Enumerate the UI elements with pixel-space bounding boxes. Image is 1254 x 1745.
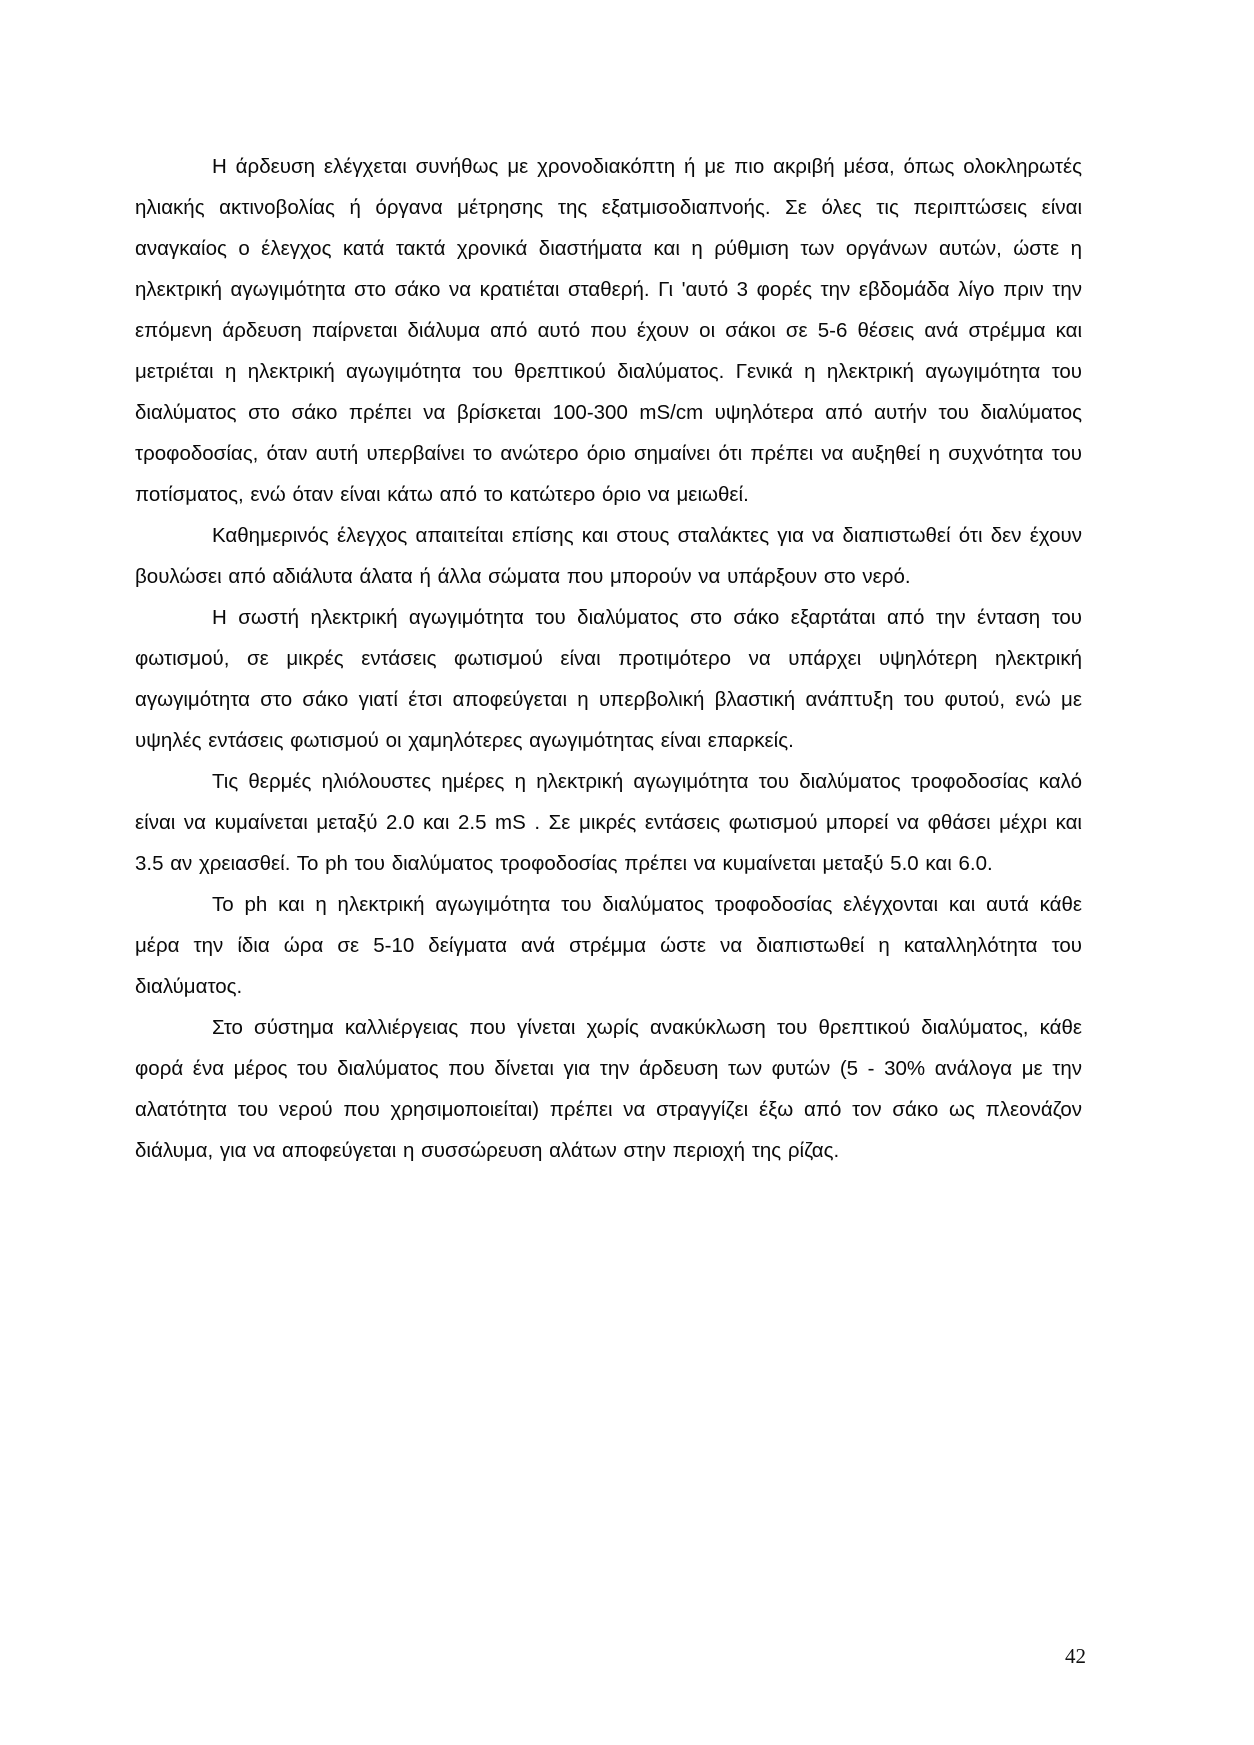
page-number: 42 xyxy=(1065,1644,1086,1668)
paragraph-no-recirculation: Στο σύστημα καλλιέργειας που γίνεται χωρίς ανακύκλωση του θρεπτικού διαλύματος, κάθε φορά ένα μέρος του διαλύματος που δίνεται για την άρδευση των φυτών (5 - 30% ανάλογα με την αλατότητα του νερού που χρησιμοποιείται) πρέπει να στραγγίζει έξω από τον σάκο ως πλεονάζον διάλυμα, για να αποφεύγεται η συσσώρευση αλάτων στην περιοχή της ρίζας. xyxy=(135,1016,1082,1162)
document-body xyxy=(135,146,1082,1171)
paragraph-sunny-days: Τις θερμές ηλιόλουστες ημέρες η ηλεκτρική αγωγιμότητα του διαλύματος τροφοδοσίας καλό είναι να κυμαίνεται μεταξύ 2.0 και 2.5 mS . Σε μικρές εντάσεις φωτισμού μπορεί να φθάσει μέχρι και 3.5 αν χρειασθεί. Το ph του διαλύματος τροφοδοσίας πρέπει να κυμαίνεται μεταξύ 5.0 και 6.0. xyxy=(135,770,1082,875)
paragraph-drippers-check: Καθημερινός έλεγχος απαιτείται επίσης και στους σταλάκτες για να διαπιστωθεί ότι δεν έχουν βουλώσει από αδιάλυτα άλατα ή άλλα σώματα που μπορούν να υπάρξουν στο νερό. xyxy=(135,524,1082,588)
paragraph-ph-check: Το ph και η ηλεκτρική αγωγιμότητα του διαλύματος τροφοδοσίας ελέγχονται και αυτά κάθε μέρα την ίδια ώρα σε 5-10 δείγματα ανά στρέμμα ώστε να διαπιστωθεί η καταλληλότητα του διαλύματος. xyxy=(135,893,1082,998)
paragraph-conductivity-light: Η σωστή ηλεκτρική αγωγιμότητα του διαλύματος στο σάκο εξαρτάται από την ένταση του φωτισμού, σε μικρές εντάσεις φωτισμού είναι προτιμότερο να υπάρχει υψηλότερη ηλεκτρική αγωγιμότητα στο σάκο γιατί έτσι αποφεύγεται η υπερβολική βλαστική ανάπτυξη του φυτού, ενώ με υψηλές εντάσεις φωτισμού οι χαμηλότερες αγωγιμότητας είναι επαρκείς. xyxy=(135,606,1082,752)
paragraph-irrigation-control: Η άρδευση ελέγχεται συνήθως με χρονοδιακόπτη ή με πιο ακριβή μέσα, όπως ολοκληρωτές ηλιακής ακτινοβολίας ή όργανα μέτρησης της εξατμισοδιαπνοής. Σε όλες τις περιπτώσεις είναι αναγκαίος ο έλεγχος κατά τακτά χρονικά διαστήματα και η ρύθμιση των οργάνων αυτών, ώστε η ηλεκτρική αγωγιμότητα στο σάκο να κρατιέται σταθερή. Γι 'αυτό 3 φορές την εβδομάδα λίγο πριν την επόμενη άρδευση παίρνεται διάλυμα από αυτό που έχουν οι σάκοι σε 5-6 θέσεις ανά στρέμμα και μετριέται η ηλεκτρική αγωγιμότητα του θρεπτικού διαλύματος. Γενικά η ηλεκτρική αγωγιμότητα του διαλύματος στο σάκο πρέπει να βρίσκεται 100-300 mS/cm υψηλότερα από αυτήν του διαλύματος τροφοδοσίας, όταν αυτή υπερβαίνει το ανώτερο όριο σημαίνει ότι πρέπει να αυξηθεί η συχνότητα του ποτίσματος, ενώ όταν είναι κάτω από το κατώτερο όριο να μειωθεί. xyxy=(135,155,1082,506)
